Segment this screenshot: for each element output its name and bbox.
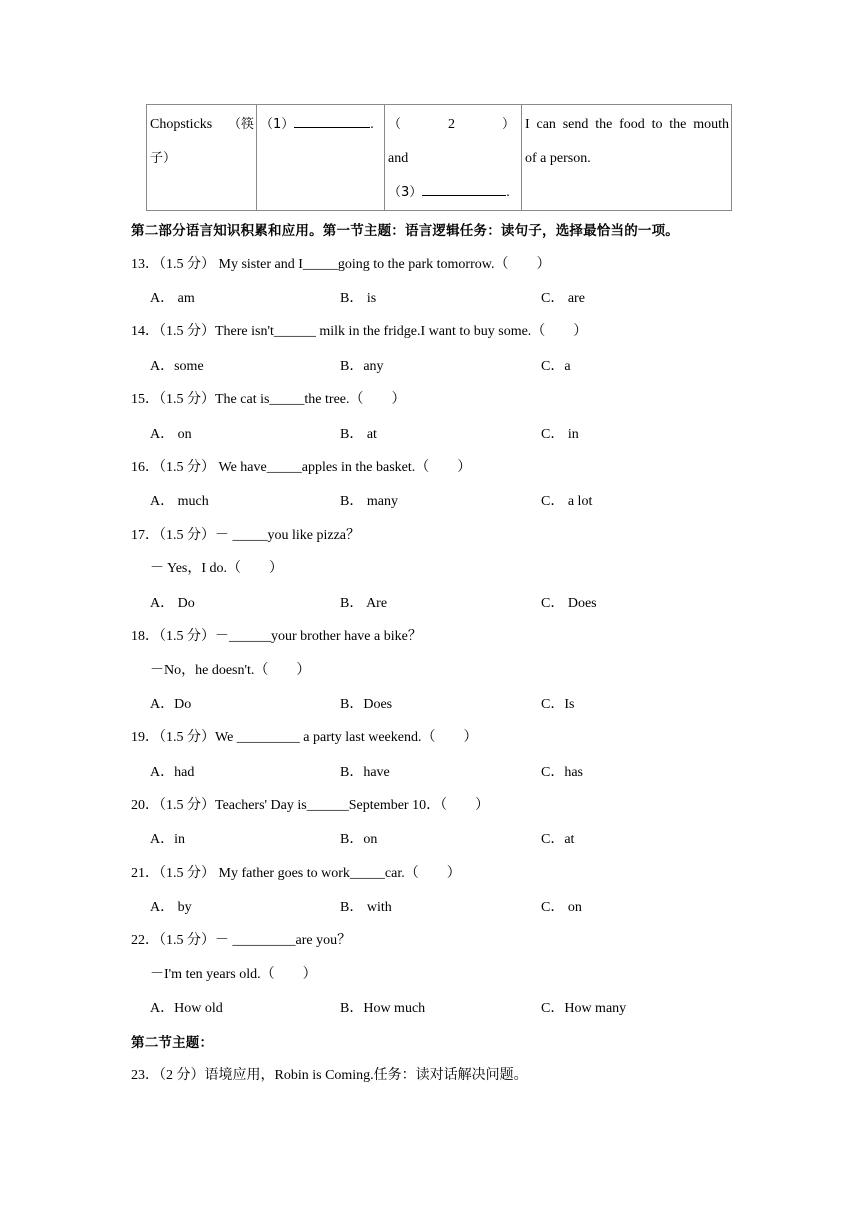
question-18-option-b[interactable]: B．Does — [340, 697, 393, 712]
question-22-option-a[interactable]: A．How old — [150, 1001, 223, 1016]
question-18-stem2: －No，he doesn't.（ ） — [150, 663, 311, 678]
question-14-option-b[interactable]: B．any — [340, 359, 384, 374]
question-17-option-c[interactable]: C． Does — [541, 596, 597, 611]
question-17-option-a[interactable]: A． Do — [150, 596, 195, 611]
question-15-option-b[interactable]: B． at — [340, 427, 377, 442]
question-18-option-c[interactable]: C．Is — [541, 697, 575, 712]
question-16-option-a[interactable]: A． much — [150, 494, 209, 509]
description-line1: I can send the food to the mouth — [525, 117, 729, 132]
question-15-option-a[interactable]: A． on — [150, 427, 192, 442]
description-line2: of a person. — [525, 151, 591, 166]
table-cell-word — [147, 105, 257, 211]
blank3-period: . — [506, 185, 510, 200]
question-21-stem: 21．（1.5 分） My father goes to work_____car.（ ） — [131, 866, 461, 881]
section2b-heading: 第二节主题： — [131, 1035, 214, 1051]
blank2-open: （ — [388, 117, 402, 132]
question-20-option-b[interactable]: B．on — [340, 832, 378, 847]
question-20-option-a[interactable]: A．in — [150, 832, 185, 847]
table-cell-blank23 — [385, 105, 522, 211]
question-13-option-a[interactable]: A． am — [150, 291, 195, 306]
question-14-option-a[interactable]: A．some — [150, 359, 204, 374]
table-row — [147, 105, 732, 211]
chopsticks-word: Chopsticks — [150, 117, 213, 132]
question-19-option-a[interactable]: A．had — [150, 765, 195, 780]
question-22-stem2: －I'm ten years old.（ ） — [150, 967, 317, 982]
question-15-option-c[interactable]: C． in — [541, 427, 579, 442]
vocab-table — [146, 104, 732, 211]
question-14-option-c[interactable]: C．a — [541, 359, 571, 374]
question-13-stem: 13．（1.5 分） My sister and I_____going to the park tomorrow.（ ） — [131, 257, 551, 272]
chopsticks-cn-part1: （筷 — [227, 117, 254, 132]
blank3-line[interactable] — [422, 180, 506, 196]
section2-heading: 第二部分语言知识积累和应用。第一节主题：语言逻辑任务：读句子，选择最恰当的一项。 — [131, 223, 679, 239]
question-16-stem: 16．（1.5 分） We have_____apples in the basket.（ ） — [131, 460, 472, 475]
question-18-stem: 18．（1.5 分）－______your brother have a bike？ — [131, 629, 422, 644]
question-15-stem: 15．（1.5 分）The cat is_____the tree.（ ） — [131, 392, 406, 407]
question-22-stem: 22．（1.5 分）－ _________are you？ — [131, 933, 352, 948]
blank1-line[interactable] — [294, 112, 370, 128]
question-17-stem2: － Yes，I do.（ ） — [150, 561, 284, 576]
question-23-stem: 23．（2 分）语境应用，Robin is Coming.任务：读对话解决问题。 — [131, 1068, 528, 1083]
question-16-option-c[interactable]: C． a lot — [541, 494, 593, 509]
question-19-stem: 19．（1.5 分）We _________ a party last weekend.（ ） — [131, 730, 478, 745]
question-21-option-c[interactable]: C． on — [541, 900, 582, 915]
table-cell-blank1 — [257, 105, 385, 211]
question-22-option-b[interactable]: B．How much — [340, 1001, 426, 1016]
table-cell-description — [522, 105, 732, 211]
question-22-option-c[interactable]: C．How many — [541, 1001, 627, 1016]
blank1-period: . — [370, 117, 374, 132]
question-13-option-b[interactable]: B． is — [340, 291, 377, 306]
question-21-option-a[interactable]: A． by — [150, 900, 192, 915]
question-18-option-a[interactable]: A．Do — [150, 697, 192, 712]
question-20-stem: 20．（1.5 分）Teachers' Day is______September 10．（ ） — [131, 798, 490, 813]
blank2-close: ） — [501, 117, 515, 132]
question-13-option-c[interactable]: C． are — [541, 291, 585, 306]
question-17-option-b[interactable]: B． Are — [340, 596, 388, 611]
blank3-number: （3） — [388, 185, 423, 200]
question-16-option-b[interactable]: B． many — [340, 494, 398, 509]
blank2-number: 2 — [448, 117, 455, 132]
chopsticks-cn-part2: 子） — [150, 151, 177, 166]
and-word: and — [388, 151, 409, 166]
question-21-option-b[interactable]: B． with — [340, 900, 392, 915]
question-14-stem: 14．（1.5 分）There isn't______ milk in the fridge.I want to buy some.（ ） — [131, 324, 588, 339]
question-20-option-c[interactable]: C．at — [541, 832, 575, 847]
question-19-option-b[interactable]: B．have — [340, 765, 390, 780]
question-19-option-c[interactable]: C．has — [541, 765, 583, 780]
question-17-stem: 17．（1.5 分）－ _____you like pizza？ — [131, 528, 361, 543]
blank1-number: （1） — [260, 117, 295, 132]
